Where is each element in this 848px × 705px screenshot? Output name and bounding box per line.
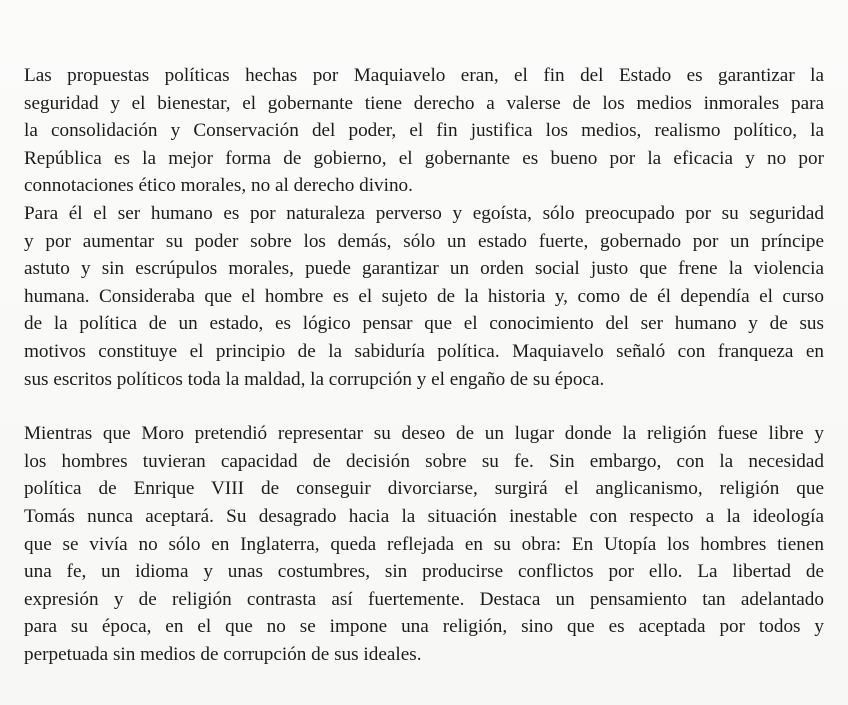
document-body [24,62,824,668]
text-line: que se vivía no sólo en Inglaterra, queda reflejada en su obra: En Utopía los hombres tienen [24,533,824,555]
text-line: humana. Consideraba que el hombre es el sujeto de la historia y, como de él dependía el curso [24,285,824,307]
paragraph-spacer [24,393,824,420]
text-line: Tomás nunca aceptará. Su desagrado hacia la situación inestable con respecto a la ideología [24,505,824,527]
text-line: perpetuada sin medios de corrupción de sus ideales. [24,643,422,665]
text-line: República es la mejor forma de gobierno, el gobernante es bueno por la eficacia y no por [24,147,824,169]
text-line: de la política de un estado, es lógico pensar que el conocimiento del ser humano y de sus [24,313,824,335]
text-line: para su época, en el que no se impone una religión, sino que es aceptada por todos y [24,616,824,638]
text-line: política de Enrique VIII de conseguir divorciarse, surgirá el anglicanismo, religión que [24,478,824,500]
text-line: Para él el ser humano es por naturaleza perverso y egoísta, sólo preocupado por su seguridad [24,202,824,224]
text-line: connotaciones ético morales, no al derecho divino. [24,175,413,197]
text-line: y por aumentar su poder sobre los demás, sólo un estado fuerte, gobernado por un príncipe [24,230,824,252]
text-line: astuto y sin escrúpulos morales, puede garantizar un orden social justo que frene la violencia [24,258,824,280]
text-line: la consolidación y Conservación del poder, el fin justifica los medios, realismo político, la [24,120,824,142]
paragraph-maquiavelo-proposals [24,62,824,200]
text-line: Mientras que Moro pretendió representar su deseo de un lugar donde la religión fuese libre y [24,423,824,445]
text-line: los hombres tuvieran capacidad de decisión sobre su fe. Sin embargo, con la necesidad [24,450,824,472]
text-line: sus escritos políticos toda la maldad, la corrupción y el engaño de su época. [24,368,605,390]
text-line: motivos constituye el principio de la sabiduría política. Maquiavelo señaló con franqueza en [24,340,824,362]
text-line: una fe, un idioma y unas costumbres, sin producirse conflictos por ello. La libertad de [24,561,824,583]
paragraph-human-nature [24,200,824,393]
text-line: Las propuestas políticas hechas por Maquiavelo eran, el fin del Estado es garantizar la [24,65,824,86]
paragraph-moro-utopia [24,420,824,668]
text-line: expresión y de religión contrasta así fuertemente. Destaca un pensamiento tan adelantado [24,588,824,610]
text-line: seguridad y el bienestar, el gobernante tiene derecho a valerse de los medios inmorales para [24,92,824,114]
